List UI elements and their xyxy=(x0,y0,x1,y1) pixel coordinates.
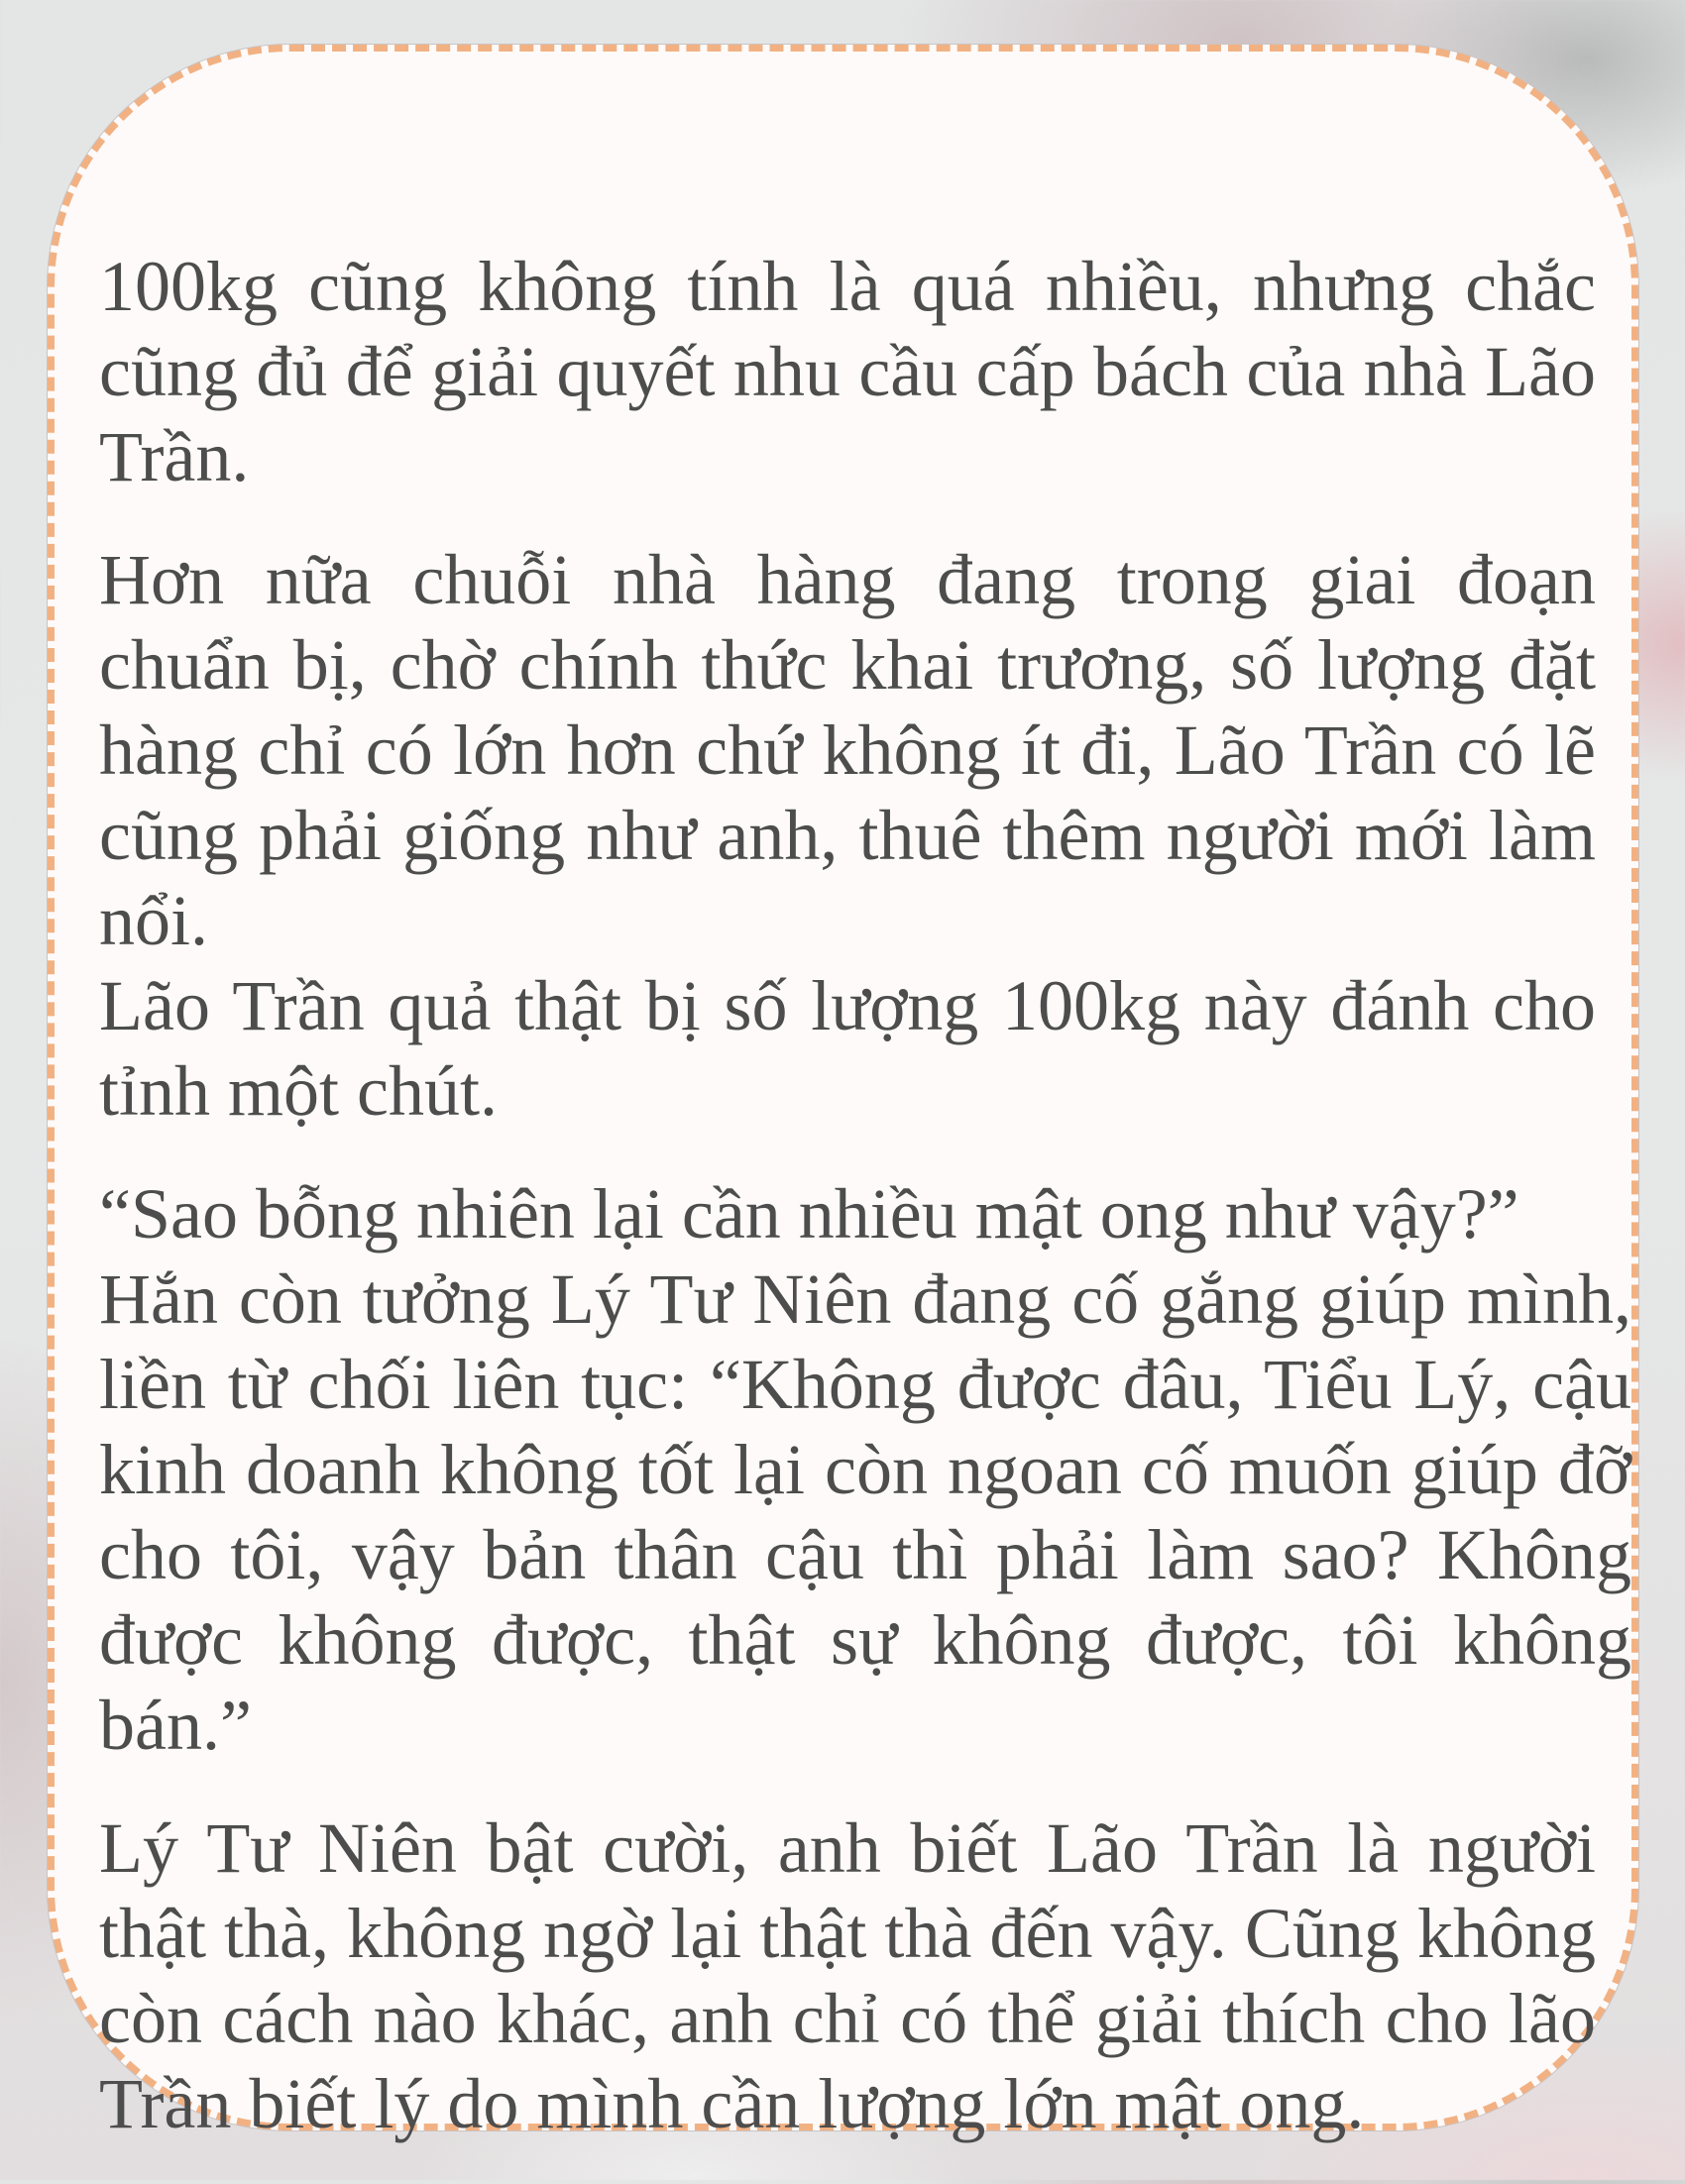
story-text xyxy=(99,244,1631,2184)
paragraph-3 xyxy=(99,1171,1631,1768)
paragraph-2 xyxy=(99,537,1596,1134)
paragraph-1 xyxy=(99,244,1596,499)
paragraph-4 xyxy=(99,1805,1596,2146)
paragraph-text: Lý Tư Niên bật cười, anh biết Lão Trần là người thật thà, không ngờ lại thật thà đến vậy. Cũng không còn cách nào khác, anh chỉ có thể giải thích cho lão Trần biết lý do mình cần lượng lớn mật ong. xyxy=(99,1808,1596,2143)
paragraph-text: Hơn nữa chuỗi nhà hàng đang trong giai đoạn chuẩn bị, chờ chính thức khai trương, số lượng đặt hàng chỉ có lớn hơn chứ không ít đi, Lão Trần có lẽ cũng phải giống như anh, thuê thêm người mới làm nổi. xyxy=(99,540,1596,960)
dialogue-question: “Sao bỗng nhiên lại cần nhiều mật ong như vậy?” xyxy=(99,1174,1519,1254)
dialogue-reply: Hắn còn tưởng Lý Tư Niên đang cố gắng giúp mình, liền từ chối liên tục: “Không được đâu, Tiểu Lý, cậu kinh doanh không tốt lại còn ngoan cố muốn giúp đỡ cho tôi, vậy bản thân cậu thì phải làm sao? Không được không được, thật sự không được, tôi không bán.” xyxy=(99,1259,1631,1765)
paragraph-text: 100kg cũng không tính là quá nhiều, nhưng chắc cũng đủ để giải quyết nhu cầu cấp bách của nhà Lão Trần. xyxy=(99,247,1596,496)
paragraph-text: Lão Trần quả thật bị số lượng 100kg này đánh cho tỉnh một chút. xyxy=(99,966,1596,1131)
